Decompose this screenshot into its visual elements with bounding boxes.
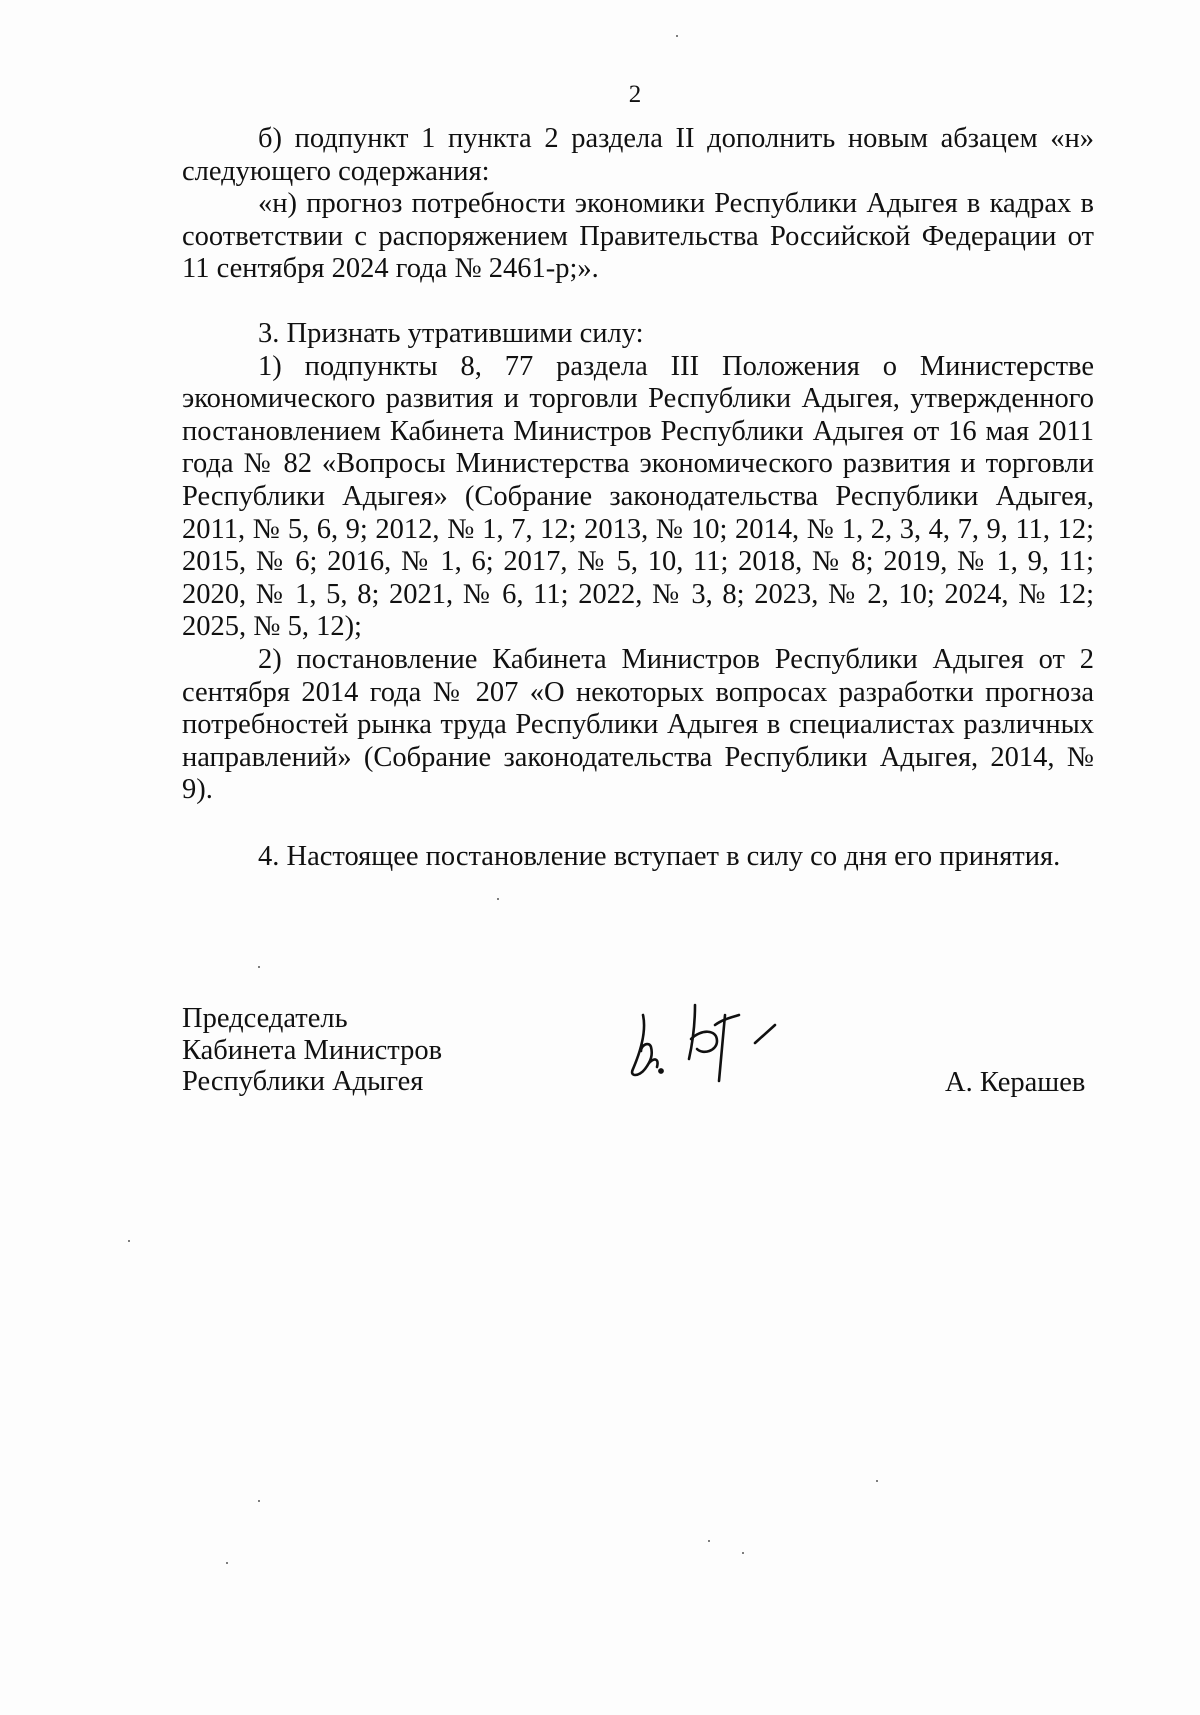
signatory-title-line: Кабинета Министров: [182, 1034, 443, 1066]
paragraph-item-4: 4. Настоящее постановление вступает в силу со дня его принятия.: [258, 840, 1061, 872]
handwritten-signature: [625, 985, 795, 1090]
paragraph-amendment-b: б) подпункт 1 пункта 2 раздела II дополнить новым абзацем «н» следующего содержания:: [182, 123, 1094, 187]
signatory-name: А. Керашев: [945, 1067, 1086, 1098]
scan-speck: [876, 1480, 878, 1482]
signatory-title-line: Председатель: [182, 1003, 348, 1034]
paragraph-gap: [182, 807, 1094, 841]
scan-speck: [742, 1552, 744, 1554]
scan-speck: [258, 1500, 260, 1502]
paragraph-gap: [182, 286, 1094, 318]
document-body: [182, 123, 1094, 873]
paragraph-item-3-1: 1) подпункты 8, 77 раздела III Положения о Министерстве экономического развития и торговли Республики Адыгея, утвержденного постановлением Кабинета Министров Республики Адыгея от 16 мая 2011 года № 82 «Вопросы Министерства экономического развития и торговли Республики Адыгея» (Собрание законодательства Республики Адыгея, 2011, № 5, 6, 9; 2012, № 1, 7, 12; 2013, № 10; 2014, № 1, 2, 3, 4, 7, 9, 11, 12; 2015, № 6; 2016, № 1, 6; 2017, № 5, 10, 11; 2018, № 8; 2019, № 1, 9, 11; 2020, № 1, 5, 8; 2021, № 6, 11; 2022, № 3, 8; 2023, № 2, 10; 2024, № 12; 2025, № 5, 12);: [182, 350, 1094, 643]
scan-speck: [258, 966, 260, 968]
paragraph-item-3: 3. Признать утратившими силу:: [258, 317, 644, 349]
scan-speck: [676, 35, 678, 37]
paragraph-new-subparagraph-n: «н) прогноз потребности экономики Республики Адыгея в кадрах в соответствии с распоряжением Правительства Российской Федерации от 11 сентября 2024 года № 2461-р;».: [182, 188, 1094, 285]
scan-speck: [497, 898, 499, 900]
paragraph-item-3-2: 2) постановление Кабинета Министров Республики Адыгея от 2 сентября 2014 года № 207 «О некоторых вопросах разработки прогноза потребностей рынка труда Республики Адыгея в специалистах различных направлений» (Собрание законодательства Республики Адыгея, 2014, № 9).: [182, 643, 1094, 806]
signatory-title-line: Республики Адыгея: [182, 1066, 424, 1097]
scan-speck: [128, 1240, 130, 1242]
scan-speck: [226, 1562, 228, 1564]
scan-speck: [708, 1540, 710, 1542]
page-number: 2: [628, 81, 642, 108]
